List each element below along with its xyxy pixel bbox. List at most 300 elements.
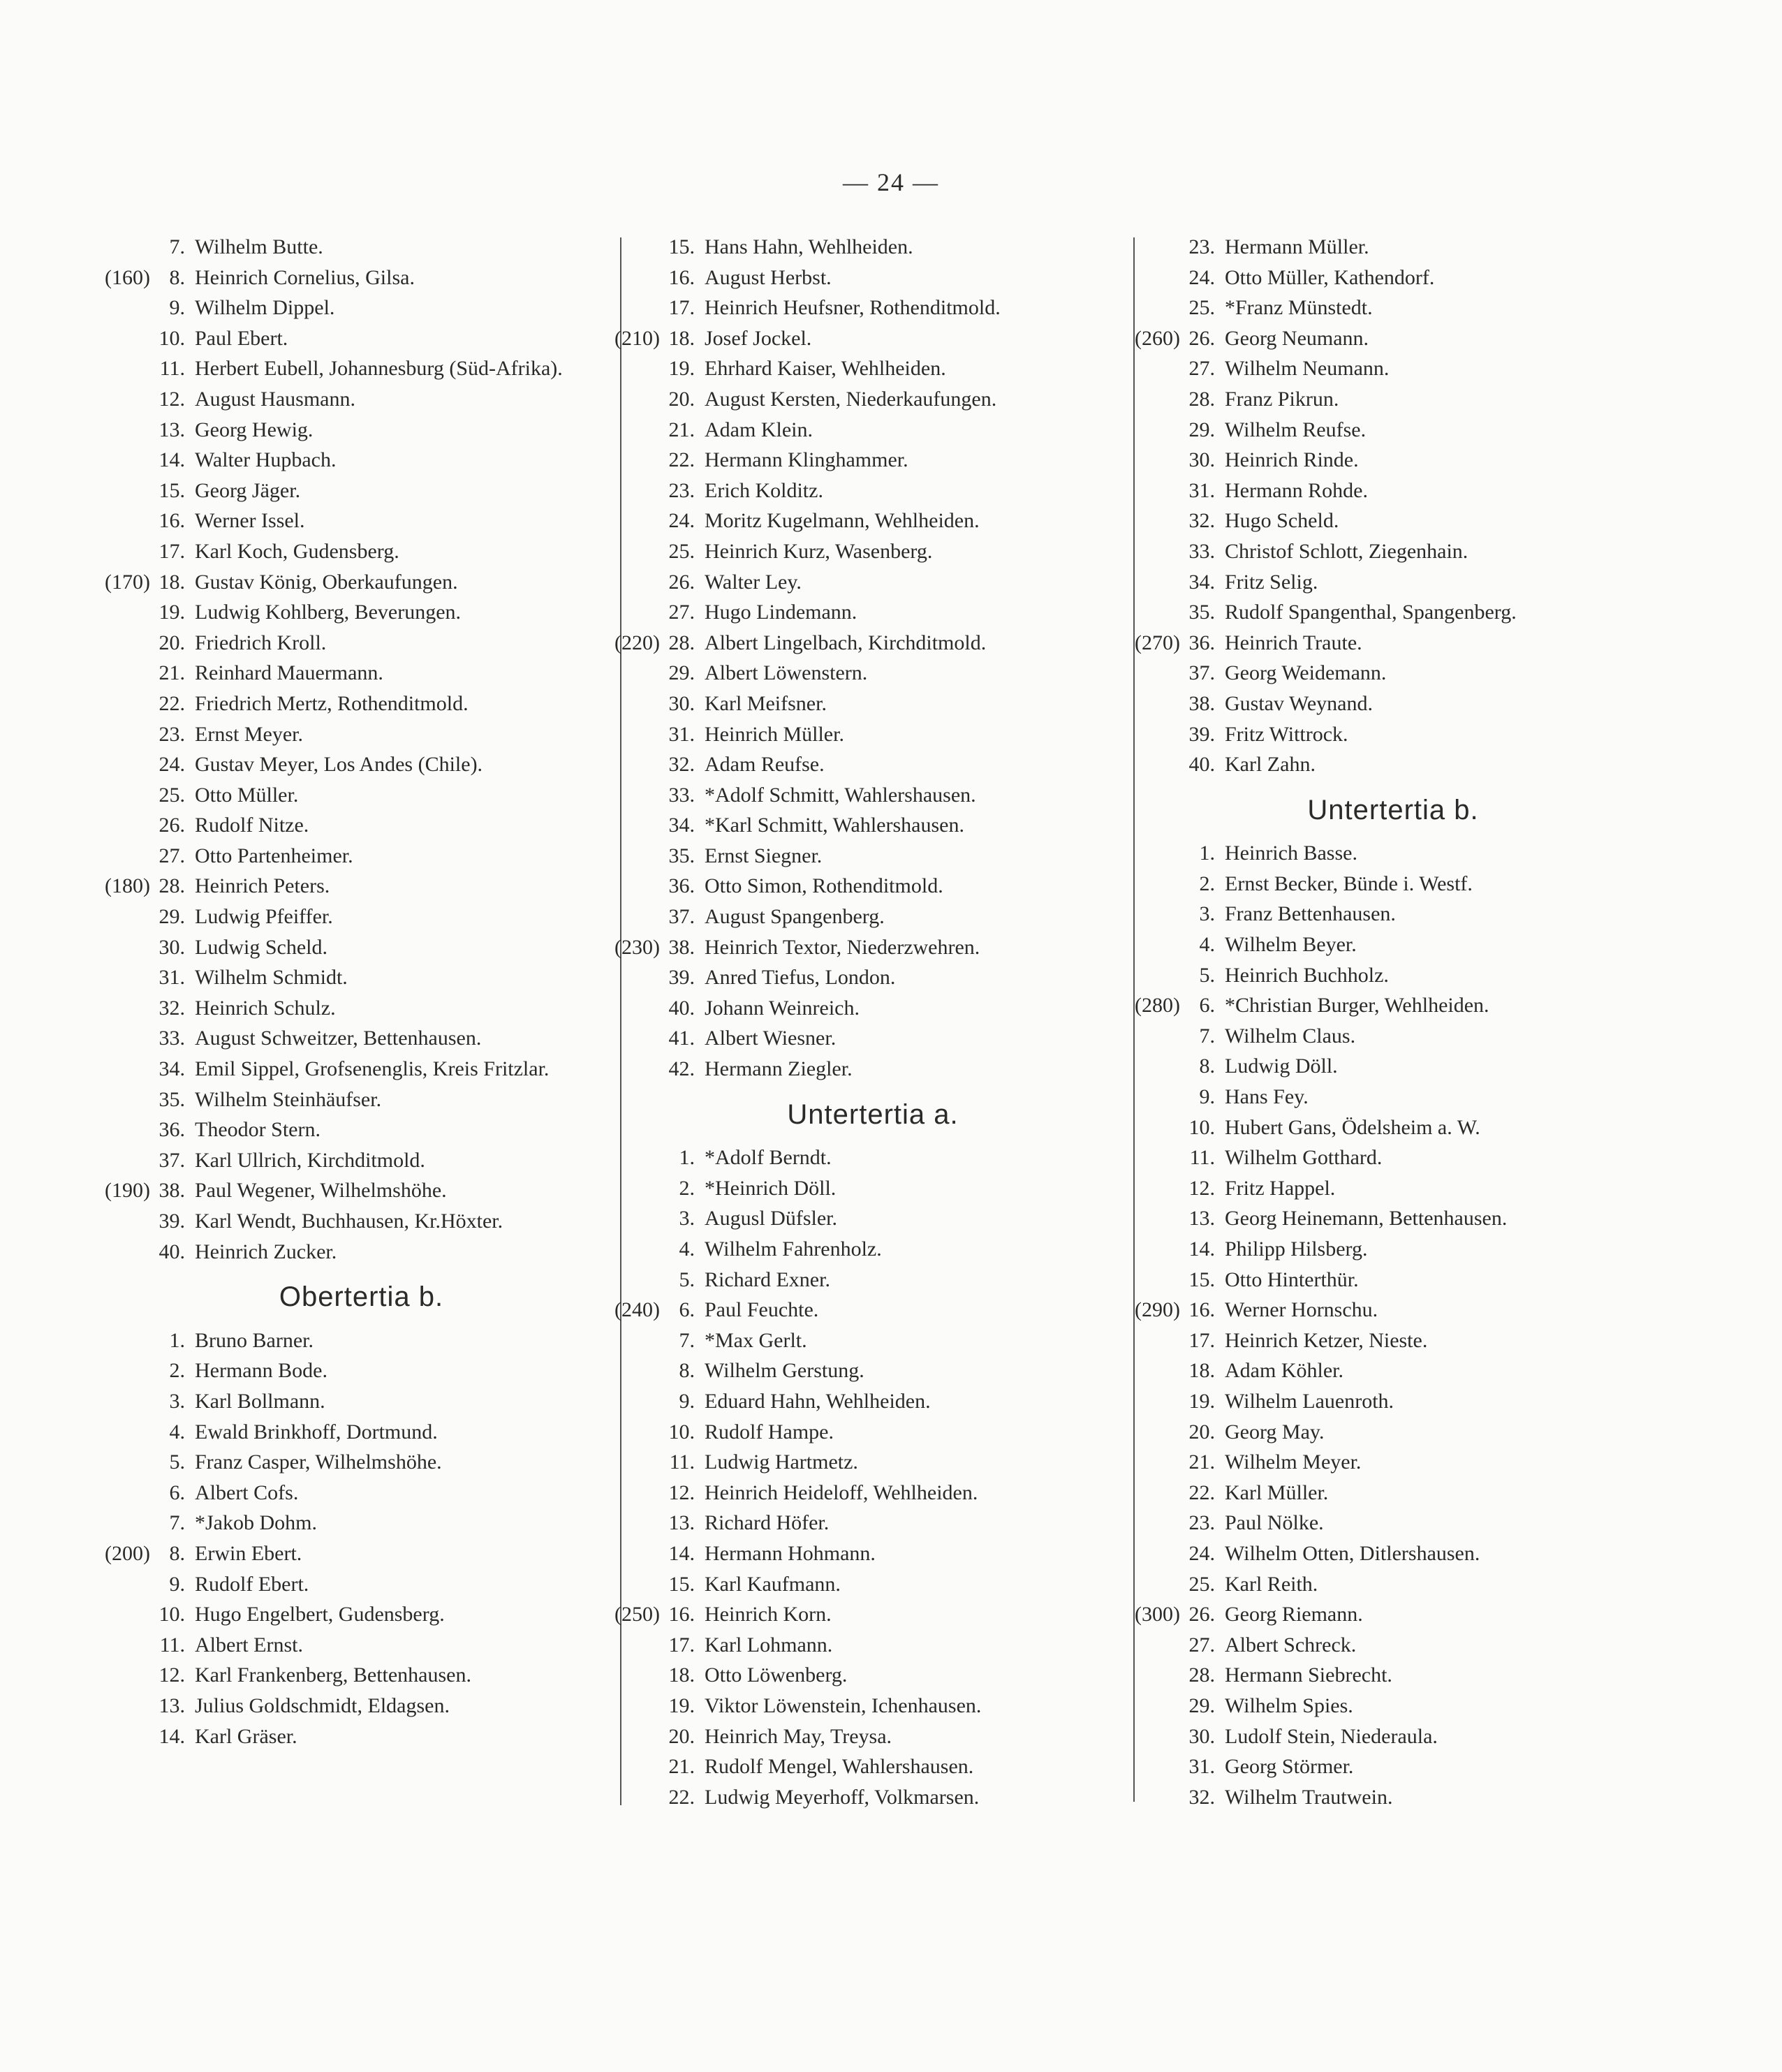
entry-number: 36. — [159, 1118, 185, 1142]
running-count — [1135, 1660, 1177, 1691]
entry-number: 23. — [159, 722, 185, 746]
entry-number: 9. — [169, 1572, 185, 1596]
running-count — [614, 1417, 656, 1448]
student-name: August Kersten, Niederkaufungen. — [705, 387, 997, 411]
entry-number: 18. — [668, 1663, 695, 1687]
running-count — [1135, 869, 1177, 899]
student-name: Josef Jockel. — [705, 326, 812, 350]
running-count: (200) — [105, 1541, 150, 1565]
running-count — [105, 1115, 147, 1145]
running-count — [105, 353, 147, 384]
student-name: Karl Meifsner. — [705, 691, 827, 715]
page-number: — 24 — — [843, 168, 939, 196]
running-count — [1135, 960, 1177, 991]
entry-number: 1. — [679, 1146, 695, 1170]
list-item — [1135, 1630, 1651, 1661]
student-name: Georg May. — [1225, 1420, 1325, 1443]
running-count — [614, 719, 656, 750]
entry-number: 27. — [159, 844, 185, 867]
running-count — [105, 1691, 147, 1721]
entry-number: 6. — [1199, 994, 1215, 1017]
student-name: Adam Reufse. — [705, 753, 825, 777]
list-item — [1135, 263, 1651, 293]
running-count — [614, 749, 656, 780]
entry-number: 26. — [1188, 326, 1215, 350]
student-name: *Max Gerlt. — [705, 1328, 807, 1352]
student-name: Adam Klein. — [705, 418, 813, 441]
student-name: Ludwig Kohlberg, Beverungen. — [195, 601, 462, 624]
entry-number: 12. — [159, 387, 185, 411]
list-item — [1135, 476, 1651, 506]
entry-number: 5. — [679, 1268, 695, 1291]
list-item — [1135, 1234, 1651, 1265]
running-count: (170) — [105, 570, 150, 594]
entry-number: 10. — [1188, 1115, 1215, 1139]
list-item — [614, 1447, 1131, 1478]
entry-number: 16. — [668, 265, 695, 289]
list-item — [105, 1355, 618, 1386]
list-item — [614, 1054, 1131, 1085]
entry-number: 37. — [159, 1148, 185, 1172]
running-count — [105, 628, 147, 659]
running-count — [614, 1508, 656, 1538]
entry-number: 24. — [159, 753, 185, 777]
student-name: Fritz Wittrock. — [1225, 722, 1348, 746]
student-name: Richard Exner. — [705, 1268, 830, 1291]
list-item — [614, 962, 1131, 993]
running-count — [105, 993, 147, 1024]
list-item — [105, 1206, 618, 1237]
list-item — [614, 902, 1131, 932]
list-item — [105, 871, 618, 902]
running-count — [1135, 1234, 1177, 1265]
student-name: Wilhelm Trautwein. — [1225, 1785, 1393, 1809]
entry-number: 33. — [159, 1027, 185, 1050]
list-item — [614, 384, 1131, 415]
entry-number: 16. — [1188, 1298, 1215, 1322]
entry-number: 8. — [169, 1541, 185, 1565]
section-title: Obertertia b. — [279, 1281, 444, 1313]
running-count — [614, 567, 656, 598]
list-item — [614, 415, 1131, 446]
list-item — [614, 1782, 1131, 1813]
entry-number: 11. — [669, 1450, 695, 1474]
list-item — [614, 810, 1131, 841]
list-item — [614, 536, 1131, 567]
student-name: Karl Bollmann. — [195, 1389, 325, 1413]
list-item — [1135, 415, 1651, 446]
list-item — [105, 476, 618, 506]
running-count — [614, 871, 656, 902]
list-item — [105, 1447, 618, 1478]
entry-number: 30. — [1188, 1724, 1215, 1748]
list-item — [614, 506, 1131, 536]
running-count — [1135, 1142, 1177, 1173]
student-name: Wilhelm Otten, Ditlershausen. — [1225, 1541, 1480, 1565]
running-count — [1135, 536, 1177, 567]
entry-number: 23. — [1188, 235, 1215, 258]
entry-number: 14. — [159, 1724, 185, 1748]
entry-number: 14. — [159, 448, 185, 472]
running-count — [614, 993, 656, 1024]
student-name: *Franz Münstedt. — [1225, 296, 1373, 320]
student-name: Franz Bettenhausen. — [1225, 902, 1396, 926]
student-name: Ludwig Hartmetz. — [705, 1450, 858, 1474]
student-name: Franz Casper, Wilhelmshöhe. — [195, 1450, 442, 1474]
entry-number: 28. — [668, 631, 695, 654]
entry-number: 34. — [159, 1057, 185, 1081]
list-item — [105, 1054, 618, 1085]
running-count — [1135, 293, 1177, 323]
list-item — [105, 353, 618, 384]
student-name: August Spangenberg. — [705, 905, 885, 929]
list-item — [614, 1265, 1131, 1295]
entry-number: 40. — [159, 1240, 185, 1263]
entry-number: 41. — [668, 1027, 695, 1050]
student-name: Wilhelm Dippel. — [195, 296, 335, 320]
entry-number: 29. — [1188, 1693, 1215, 1717]
list-item — [105, 232, 618, 263]
list-item — [105, 1115, 618, 1145]
student-name: Hugo Engelbert, Gudensberg. — [195, 1603, 445, 1626]
student-name: Fritz Happel. — [1225, 1176, 1336, 1200]
student-name: Wilhelm Spies. — [1225, 1693, 1353, 1717]
running-count — [105, 1325, 147, 1356]
running-count — [105, 476, 147, 506]
student-name: Ernst Siegner. — [705, 844, 823, 867]
running-count — [105, 1447, 147, 1478]
list-item — [105, 1023, 618, 1054]
entry-number: 4. — [1199, 933, 1215, 957]
student-name: Heinrich Zucker. — [195, 1240, 337, 1263]
entry-number: 8. — [679, 1359, 695, 1383]
running-count — [105, 1569, 147, 1600]
running-count — [105, 810, 147, 841]
running-count — [614, 902, 656, 932]
running-count: (260) — [1135, 326, 1180, 350]
entry-number: 21. — [1188, 1450, 1215, 1474]
list-item — [1135, 232, 1651, 263]
entry-number: 34. — [1188, 570, 1215, 594]
student-name: Heinrich Müller. — [705, 722, 844, 746]
list-item — [1135, 384, 1651, 415]
entry-number: 26. — [159, 814, 185, 837]
list-item — [1135, 719, 1651, 750]
entry-number: 9. — [169, 296, 185, 320]
running-count — [1135, 1691, 1177, 1721]
entry-number: 2. — [169, 1359, 185, 1383]
list-item — [105, 1660, 618, 1691]
list-item — [1135, 930, 1651, 960]
running-count — [614, 1265, 656, 1295]
student-name: Hermann Ziegler. — [705, 1057, 853, 1081]
list-item — [105, 1599, 618, 1630]
running-count — [614, 1386, 656, 1417]
entry-number: 30. — [159, 935, 185, 959]
entry-number: 20. — [1188, 1420, 1215, 1443]
entry-number: 38. — [668, 935, 695, 959]
student-name: Viktor Löwenstein, Ichenhausen. — [705, 1693, 982, 1717]
student-name: Karl Wendt, Buchhausen, Kr.Höxter. — [195, 1210, 503, 1233]
list-item — [1135, 869, 1651, 899]
list-item — [614, 323, 1131, 354]
list-item — [105, 323, 618, 354]
running-count — [105, 1355, 147, 1386]
entry-number: 24. — [668, 509, 695, 533]
student-name: Albert Wiesner. — [705, 1027, 837, 1050]
entry-number: 17. — [1188, 1328, 1215, 1352]
student-name: Albert Lingelbach, Kirchditmold. — [705, 631, 987, 654]
list-item — [1135, 689, 1651, 719]
running-count — [614, 658, 656, 689]
student-name: Ludwig Pfeiffer. — [195, 905, 333, 929]
entry-number: 32. — [159, 996, 185, 1020]
list-item — [105, 293, 618, 323]
list-item — [1135, 749, 1651, 780]
list-item — [1135, 293, 1651, 323]
student-name: *Karl Schmitt, Wahlershausen. — [705, 814, 964, 837]
student-name: Heinrich Heideloff, Wehlheiden. — [705, 1480, 978, 1504]
student-name: Heinrich Ketzer, Nieste. — [1225, 1328, 1428, 1352]
list-item — [105, 810, 618, 841]
column-3 — [1135, 232, 1651, 1812]
student-name: *Heinrich Döll. — [705, 1176, 837, 1200]
running-count — [105, 1660, 147, 1691]
entry-number: 34. — [668, 814, 695, 837]
student-name: August Herbst. — [705, 265, 832, 289]
student-name: Hugo Lindemann. — [705, 601, 857, 624]
list-item — [1135, 1721, 1651, 1752]
list-item — [105, 749, 618, 780]
student-name: Wilhelm Lauenroth. — [1225, 1389, 1394, 1413]
running-count — [1135, 1447, 1177, 1478]
entry-number: 18. — [159, 570, 185, 594]
list-item — [1135, 1782, 1651, 1813]
entry-number: 31. — [1188, 1755, 1215, 1779]
entry-number: 25. — [668, 539, 695, 563]
list-item — [105, 1508, 618, 1538]
student-name: Heinrich May, Treysa. — [705, 1724, 892, 1748]
entry-number: 10. — [159, 326, 185, 350]
student-name: Anred Tiefus, London. — [705, 966, 896, 990]
list-item — [614, 1538, 1131, 1569]
student-name: Ludwig Meyerhoff, Volkmarsen. — [705, 1785, 980, 1809]
student-name: Hubert Gans, Ödelsheim a. W. — [1225, 1115, 1480, 1139]
list-item — [105, 567, 618, 598]
list-item — [614, 1599, 1131, 1630]
student-name: Hermann Hohmann. — [705, 1541, 876, 1565]
entry-number: 15. — [1188, 1268, 1215, 1291]
student-name: Georg Jäger. — [195, 478, 301, 502]
entry-number: 36. — [1188, 631, 1215, 654]
running-count: (280) — [1135, 994, 1180, 1017]
student-name: Karl Kaufmann. — [705, 1572, 841, 1596]
running-count — [1135, 597, 1177, 628]
entry-number: 13. — [159, 1693, 185, 1717]
student-name: Emil Sippel, Grofsenenglis, Kreis Fritzlar. — [195, 1057, 550, 1081]
running-count — [105, 1054, 147, 1085]
student-name: Reinhard Mauermann. — [195, 661, 383, 685]
entry-number: 3. — [169, 1389, 185, 1413]
running-count — [1135, 1538, 1177, 1569]
list-item — [614, 597, 1131, 628]
student-name: Wilhelm Beyer. — [1225, 933, 1357, 957]
student-name: *Christian Burger, Wehlheiden. — [1225, 994, 1489, 1017]
entry-number: 29. — [668, 661, 695, 685]
entry-number: 11. — [159, 357, 185, 381]
running-count — [105, 1599, 147, 1630]
running-count — [614, 1478, 656, 1508]
running-count — [614, 1691, 656, 1721]
list-item — [1135, 1478, 1651, 1508]
student-name: Karl Gräser. — [195, 1724, 297, 1748]
list-item — [1135, 1051, 1651, 1082]
student-name: Rudolf Spangenthal, Spangenberg. — [1225, 601, 1517, 624]
entry-number: 26. — [668, 570, 695, 594]
student-name: Albert Löwenstern. — [705, 661, 868, 685]
student-name: Ernst Meyer. — [195, 722, 303, 746]
entry-number: 5. — [1199, 963, 1215, 987]
entry-number: 24. — [1188, 265, 1215, 289]
entry-number: 15. — [668, 1572, 695, 1596]
entry-number: 13. — [1188, 1207, 1215, 1230]
entry-number: 33. — [1188, 539, 1215, 563]
entry-number: 27. — [668, 601, 695, 624]
section-title: Untertertia a. — [787, 1099, 959, 1130]
list-item — [105, 1175, 618, 1206]
running-count — [614, 353, 656, 384]
list-item — [614, 1203, 1131, 1234]
student-name: Ludwig Döll. — [1225, 1055, 1338, 1078]
list-item — [614, 293, 1131, 323]
running-count — [105, 293, 147, 323]
student-name: Paul Ebert. — [195, 326, 288, 350]
entry-number: 19. — [159, 601, 185, 624]
entry-number: 22. — [668, 1785, 695, 1809]
running-count — [614, 841, 656, 872]
running-count — [614, 1660, 656, 1691]
running-count — [1135, 838, 1177, 869]
entry-number: 7. — [679, 1328, 695, 1352]
student-name: Heinrich Textor, Niederzwehren. — [705, 935, 980, 959]
entry-number: 2. — [1199, 872, 1215, 895]
running-count — [614, 293, 656, 323]
running-count — [614, 1630, 656, 1661]
entry-number: 29. — [159, 905, 185, 929]
running-count — [614, 445, 656, 476]
list-item — [1135, 1508, 1651, 1538]
student-name: Eduard Hahn, Wehlheiden. — [705, 1389, 931, 1413]
student-name: Wilhelm Reufse. — [1225, 418, 1367, 441]
entry-number: 28. — [1188, 387, 1215, 411]
running-count — [105, 536, 147, 567]
running-count: (160) — [105, 265, 150, 289]
entry-number: 29. — [1188, 418, 1215, 441]
running-count — [614, 1203, 656, 1234]
student-name: Ehrhard Kaiser, Wehlheiden. — [705, 357, 946, 381]
student-name: Gustav Meyer, Los Andes (Chile). — [195, 753, 483, 777]
entry-number: 18. — [1188, 1359, 1215, 1383]
student-name: Heinrich Traute. — [1225, 631, 1362, 654]
student-name: Christof Schlott, Ziegenhain. — [1225, 539, 1468, 563]
list-item — [1135, 536, 1651, 567]
entry-number: 42. — [668, 1057, 695, 1081]
running-count — [1135, 1386, 1177, 1417]
list-item — [1135, 838, 1651, 869]
list-item — [1135, 1447, 1651, 1478]
running-count — [1135, 1782, 1177, 1813]
list-item — [614, 353, 1131, 384]
student-name: Franz Pikrun. — [1225, 387, 1339, 411]
entry-number: 37. — [1188, 661, 1215, 685]
list-item — [105, 689, 618, 719]
student-name: Heinrich Schulz. — [195, 996, 336, 1020]
student-name: Hermann Müller. — [1225, 235, 1369, 258]
student-name: Friedrich Kroll. — [195, 631, 327, 654]
running-count — [105, 780, 147, 811]
list-item — [1135, 1417, 1651, 1448]
running-count: (300) — [1135, 1603, 1180, 1626]
student-name: Heinrich Basse. — [1225, 842, 1357, 865]
student-name: Werner Hornschu. — [1225, 1298, 1378, 1322]
student-name: Georg Weidemann. — [1225, 661, 1387, 685]
student-name: Paul Feuchte. — [705, 1298, 819, 1322]
student-name: Ludolf Stein, Niederaula. — [1225, 1724, 1438, 1748]
running-count — [105, 719, 147, 750]
entry-number: 24. — [1188, 1541, 1215, 1565]
running-count — [1135, 1112, 1177, 1143]
running-count — [1135, 263, 1177, 293]
running-count — [1135, 1021, 1177, 1052]
entry-number: 22. — [159, 691, 185, 715]
entry-number: 10. — [668, 1420, 695, 1443]
running-count — [1135, 1325, 1177, 1356]
entry-number: 28. — [1188, 1663, 1215, 1687]
student-name: Wilhelm Gerstung. — [705, 1359, 864, 1383]
running-count: (290) — [1135, 1298, 1180, 1322]
list-item — [614, 1751, 1131, 1782]
list-item — [105, 628, 618, 659]
entry-number: 40. — [668, 996, 695, 1020]
running-count — [614, 810, 656, 841]
list-item — [614, 993, 1131, 1024]
entry-number: 16. — [668, 1603, 695, 1626]
entry-number: 13. — [159, 418, 185, 441]
list-item — [614, 1173, 1131, 1204]
student-name: Philipp Hilsberg. — [1225, 1237, 1368, 1261]
running-count — [614, 1721, 656, 1752]
running-count — [105, 1508, 147, 1538]
list-item — [614, 1234, 1131, 1265]
running-count — [614, 1023, 656, 1054]
student-name: *Adolf Berndt. — [705, 1146, 832, 1170]
entry-number: 25. — [1188, 296, 1215, 320]
entry-number: 6. — [679, 1298, 695, 1322]
list-item — [614, 1630, 1131, 1661]
running-count: (250) — [614, 1603, 660, 1626]
list-item — [614, 1508, 1131, 1538]
list-item — [105, 1325, 618, 1356]
student-name: Erwin Ebert. — [195, 1541, 302, 1565]
student-name: Otto Hinterthür. — [1225, 1268, 1359, 1291]
list-item — [1135, 1660, 1651, 1691]
running-count — [614, 263, 656, 293]
student-name: Werner Issel. — [195, 509, 305, 533]
running-count — [614, 232, 656, 263]
student-name: Karl Ullrich, Kirchditmold. — [195, 1148, 425, 1172]
entry-number: 39. — [1188, 722, 1215, 746]
entry-number: 40. — [1188, 753, 1215, 777]
